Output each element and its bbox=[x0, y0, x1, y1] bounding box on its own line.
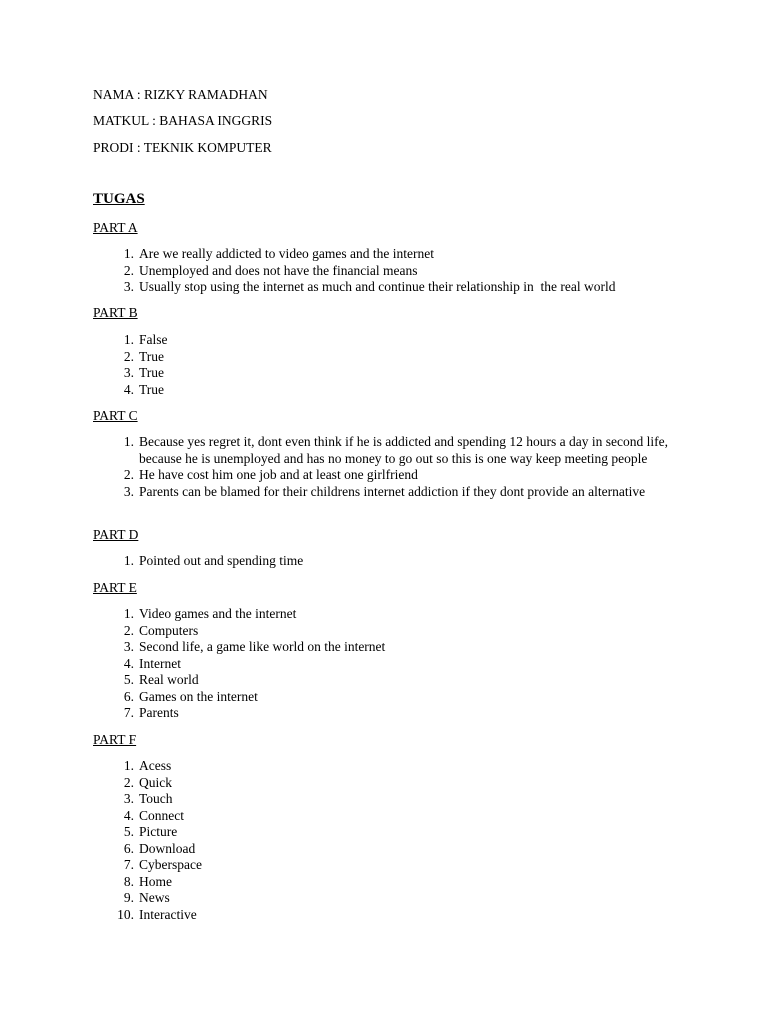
list-item: 2. Computers bbox=[123, 622, 199, 638]
list-item: 3. Usually stop using the internet as much and continue their relationship in the real world bbox=[123, 279, 616, 294]
section-list-part-b bbox=[112, 332, 682, 398]
section-title-part-b: PART B bbox=[93, 305, 138, 320]
list-item: 4. Internet bbox=[123, 655, 181, 671]
list-item: 2. Quick bbox=[123, 774, 172, 790]
section-title-part-e: PART E bbox=[93, 580, 137, 595]
list-item: 2. Unemployed and does not have the financial means bbox=[123, 262, 418, 278]
list-item: 4. Connect bbox=[123, 807, 184, 823]
list-item: 6. Games on the internet bbox=[123, 688, 258, 704]
list-item: 3. Second life, a game like world on the internet bbox=[123, 639, 386, 654]
list-item: 10. Interactive bbox=[117, 906, 197, 922]
list-item: 1. Acess bbox=[123, 758, 172, 773]
section-title-part-c: PART C bbox=[93, 408, 138, 423]
list-item: 3. Parents can be blamed for their childrens internet addiction if they dont provide an alternative bbox=[123, 483, 646, 499]
list-item: 2. True bbox=[123, 348, 165, 364]
student-name: NAMA : RIZKY RAMADHAN bbox=[93, 87, 268, 102]
list-item: 3. Touch bbox=[123, 791, 173, 806]
list-item: 1. Video games and the internet bbox=[123, 606, 297, 621]
list-item: 5. Picture bbox=[123, 824, 178, 839]
list-item: 7. Parents bbox=[123, 705, 179, 720]
study-program: PRODI : TEKNIK KOMPUTER bbox=[93, 140, 272, 155]
section-list-part-e bbox=[112, 606, 682, 722]
course-name: MATKUL : BAHASA INGGRIS bbox=[93, 113, 273, 128]
list-item: 1. Pointed out and spending time bbox=[123, 553, 304, 568]
section-title-part-d: PART D bbox=[93, 527, 139, 542]
section-list-part-f bbox=[112, 758, 682, 923]
section-title-part-a: PART A bbox=[93, 220, 138, 235]
list-item: 6. Download bbox=[123, 840, 196, 856]
section-title-part-f: PART F bbox=[93, 732, 137, 747]
list-item: 1. Are we really addicted to video games and the internet bbox=[123, 246, 435, 261]
list-item: 8. Home bbox=[123, 873, 172, 889]
list-item: 1. Because yes regret it, dont even think if he is addicted and spending 12 hours a day in second life, because he is unemployed and has no money to go out so this is one way keep meeting people bbox=[123, 434, 668, 466]
list-item: 5. Real world bbox=[123, 672, 199, 687]
list-item: 9. News bbox=[123, 890, 170, 905]
list-item: 7. Cyberspace bbox=[123, 857, 202, 872]
list-item: 2. He have cost him one job and at least one girlfriend bbox=[123, 467, 418, 482]
list-item: 4. True bbox=[123, 381, 165, 397]
section-list-part-a bbox=[112, 246, 682, 296]
document-title: TUGAS bbox=[93, 191, 145, 207]
section-list-part-d bbox=[112, 553, 682, 570]
list-item: 3. True bbox=[123, 365, 165, 380]
section-list-part-c bbox=[112, 434, 682, 500]
list-item: 1. False bbox=[123, 332, 168, 347]
